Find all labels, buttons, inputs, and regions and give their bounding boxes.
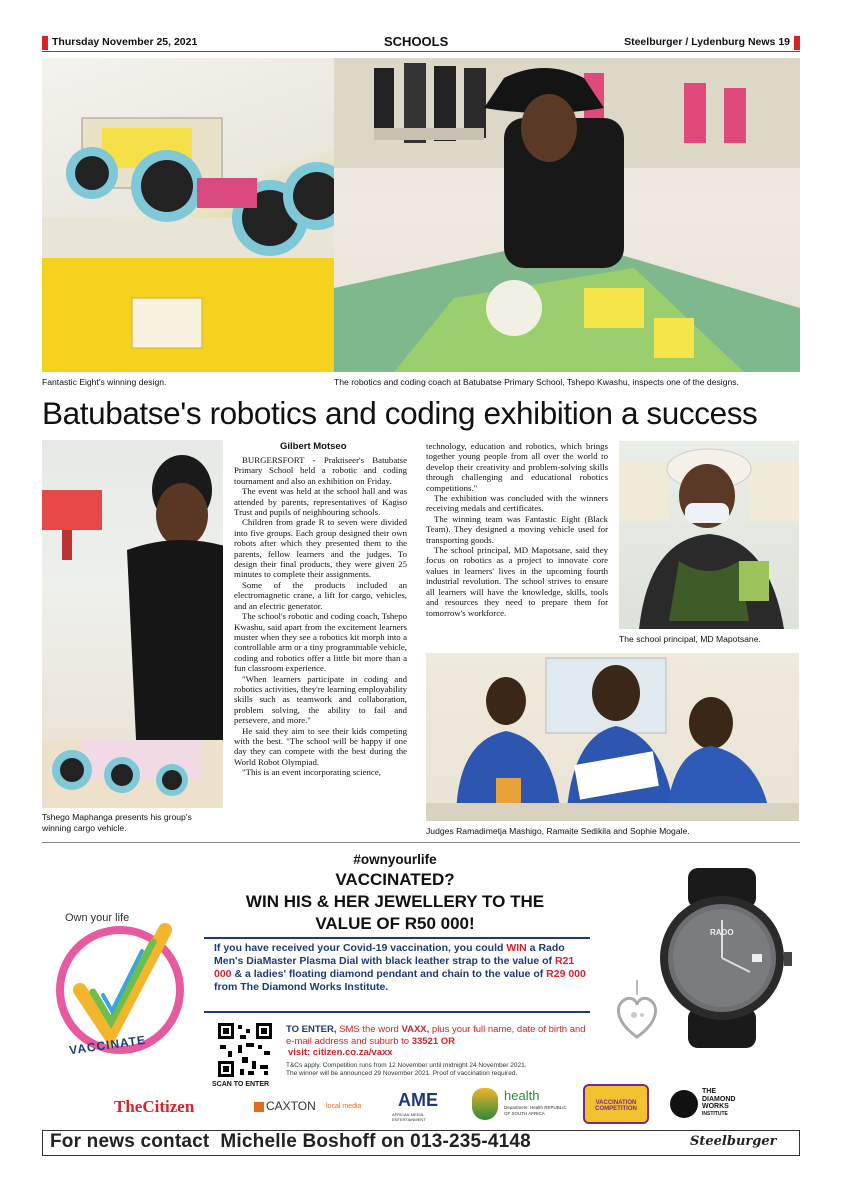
vaccinate-logo — [45, 910, 195, 1060]
caption-judges: Judges Ramadimetja Mashigo, Ramaite Sedikila and Sophie Mogale. — [426, 826, 690, 836]
ad-body-r29: R29 000 — [546, 968, 586, 980]
header-section: SCHOOLS — [384, 34, 449, 49]
ad-enter — [286, 1024, 588, 1059]
paragraph: The event was held at the school hall and was attended by parents, representatives of Kagiso Trust and pupils of neighbouring schools. — [234, 486, 407, 518]
photo-principal — [619, 441, 799, 629]
caption-coach: The robotics and coding coach at Batubatse Primary School, Tshepo Kwashu, inspects one of the designs. — [334, 377, 739, 387]
caption-winning-design: Fantastic Eight's winning design. — [42, 377, 167, 387]
health-logo: health — [504, 1088, 540, 1103]
ad-headline-2: WIN HIS & HER JEWELLERY TO THE — [245, 892, 545, 911]
diamond-works-line-4: INSTITUTE — [702, 1110, 728, 1117]
diamond-works-line-1: THE — [702, 1088, 716, 1095]
vaccinate-logo-top: Own your life — [65, 912, 130, 924]
caxton-logo-mark — [254, 1102, 264, 1112]
ame-logo-sub: AFRICAN MEDIA ENTERTAINMENT — [392, 1112, 426, 1122]
paragraph: "This is an event incorporating science, — [242, 767, 381, 778]
ad-body-b: a Rado Men's DiaMaster Plasma Dial with black leather strap to the value of — [214, 942, 565, 967]
ad-body-d: from — [214, 981, 241, 993]
paragraph: BURGERSFORT - Praktiseer's Batubatse Primary School held a robotic and coding tournament and also an exhibition on Friday. — [234, 455, 407, 486]
pendant-image — [612, 975, 662, 1045]
ad-hashtag: #ownyourlife — [353, 852, 437, 867]
caption-principal: The school principal, MD Mapotsane. — [619, 634, 761, 644]
diamond-works-logo — [702, 1088, 735, 1118]
health-logo-sub: Department: Health REPUBLIC OF SOUTH AFRICA — [504, 1105, 567, 1116]
paragraph: He said they aim to see their kids competing with the best. "The school will be happy if one day they can compete with the best during the World Robot Olympiad. — [234, 725, 407, 767]
header-left-marker — [42, 36, 48, 50]
header-right-marker — [794, 36, 800, 50]
paragraph: technology, education and robotics, which brings together young people from all over the world to develop their creativity and problem-solving skills through challenging and educational robotics competitions." — [426, 441, 608, 493]
photo-winning-design — [42, 58, 360, 372]
caxton-logo-sub: local media — [326, 1103, 362, 1110]
article-byline: Gilbert Motseo — [280, 441, 347, 452]
watch-brand: RADO — [710, 928, 734, 937]
paragraph: Children from grade R to seven were divided into five groups. Each group designed their own robots after which they presented them to the parents, fellow learners and the judges. To design their final products, they were given 25 minutes to complete their assignments. — [234, 517, 407, 580]
ad-body-dw: The Diamond Works Institute. — [240, 981, 389, 993]
paragraph: The exhibition was concluded with the winners receiving medals and certificates. — [426, 493, 608, 514]
vaccinate-logo-bottom: VACCINATE — [68, 1032, 147, 1058]
header-date: Thursday November 25, 2021 — [52, 36, 198, 48]
ad-body — [214, 942, 588, 994]
ad-enter-b: plus your full name, date of birth and e-mail address and suburb to — [286, 1024, 586, 1047]
sponsor-logos — [42, 1088, 800, 1124]
qr-code[interactable] — [216, 1021, 274, 1079]
ad-enter-vaxx: VAXX, — [401, 1024, 430, 1035]
diamond-works-icon — [670, 1090, 698, 1118]
ad-enter-num: 33521 OR — [411, 1035, 455, 1047]
ad-body-r21: R21 000 — [214, 955, 575, 980]
paragraph: Some of the products included an electromagnetic crane, a lift for cargo, vehicles, and an electric generator. — [234, 579, 407, 611]
article-column-1 — [234, 455, 407, 778]
ad-mid-rule — [204, 1011, 590, 1013]
watch-image — [640, 868, 798, 1048]
heart-pendant-icon — [612, 975, 662, 1045]
ad-enter-label: TO ENTER, — [286, 1024, 337, 1035]
header-rule — [42, 51, 800, 52]
footer-contact: For news contact Michelle Boshoff on 013-235-4148 — [50, 1131, 531, 1152]
footer-logo: Steelburger — [690, 1134, 777, 1149]
diamond-works-line-2: DIAMOND — [702, 1095, 736, 1103]
header-paper: Steelburger / Lydenburg News 19 — [624, 36, 790, 48]
photo-boy-cargo-vehicle — [42, 440, 223, 808]
diamond-works-line-3: WORKS — [702, 1103, 729, 1110]
ad-headline-1: VACCINATED? — [335, 870, 455, 889]
article-ad-divider — [42, 842, 800, 843]
coat-of-arms-icon — [472, 1088, 498, 1120]
vaccination-competition-logo: VACCINATION COMPETITION — [583, 1084, 649, 1124]
ad-terms-1: T&Cs apply. Competition runs from 12 November until midnight 24 November 2021. — [286, 1062, 527, 1069]
ad-body-win: WIN — [506, 942, 527, 954]
ad-terms-2: The winner will be announced 29 November 2021. Proof of vaccination required. — [286, 1070, 518, 1077]
article-column-2 — [426, 441, 608, 618]
paragraph: The school's robotic and coding coach, Tshepo Kwashu, said apart from the excitement learners muster when they see a robotics kit morph into a controllable arm or a tiny programmable vehicle, coding and robotics offer a little bit more than a fun classroom experience. — [234, 611, 407, 674]
caxton-logo: CAXTON — [266, 1099, 316, 1113]
ad-headline-3: VALUE OF R50 000! — [315, 914, 475, 933]
article-headline: Batubatse's robotics and coding exhibition a success — [42, 395, 758, 431]
ad-top-rule — [204, 937, 590, 939]
caption-boy: Tshego Maphanga presents his group's winning cargo vehicle. — [42, 812, 192, 833]
ad-enter-a: SMS the word — [336, 1024, 402, 1035]
ad-enter-visit[interactable]: visit: citizen.co.za/vaxx — [288, 1047, 393, 1058]
ad-body-a: If you have received your Covid-19 vaccination, you could — [214, 942, 507, 954]
citizen-logo: TheCitizen — [114, 1097, 195, 1116]
qr-label: SCAN TO ENTER — [212, 1081, 270, 1088]
photo-judges — [426, 653, 799, 821]
paragraph: The winning team was Fantastic Eight (Black Team). They designed a moving vehicle used for transporting goods. — [426, 513, 608, 545]
photo-coach-inspecting — [334, 58, 800, 372]
ame-logo: AME — [398, 1090, 438, 1110]
paragraph: "When learners participate in coding and robotics activities, they're learning employability skills such as teamwork and collaboration, problem solving, the ability to fail and persevere, and more." — [234, 673, 407, 726]
ad-body-c: & a ladies' floating diamond pendant and chain to the value of — [231, 968, 547, 980]
paragraph: The school principal, MD Mapotsane, said they focus on robotics as a project to innovate core values in learners' lives in the upcoming fourth industrial revolution. The school strives to ensure all learners will have the knowledge, skills, tools and resources they need to prepare them for tomorrow's workforce. — [426, 545, 608, 618]
